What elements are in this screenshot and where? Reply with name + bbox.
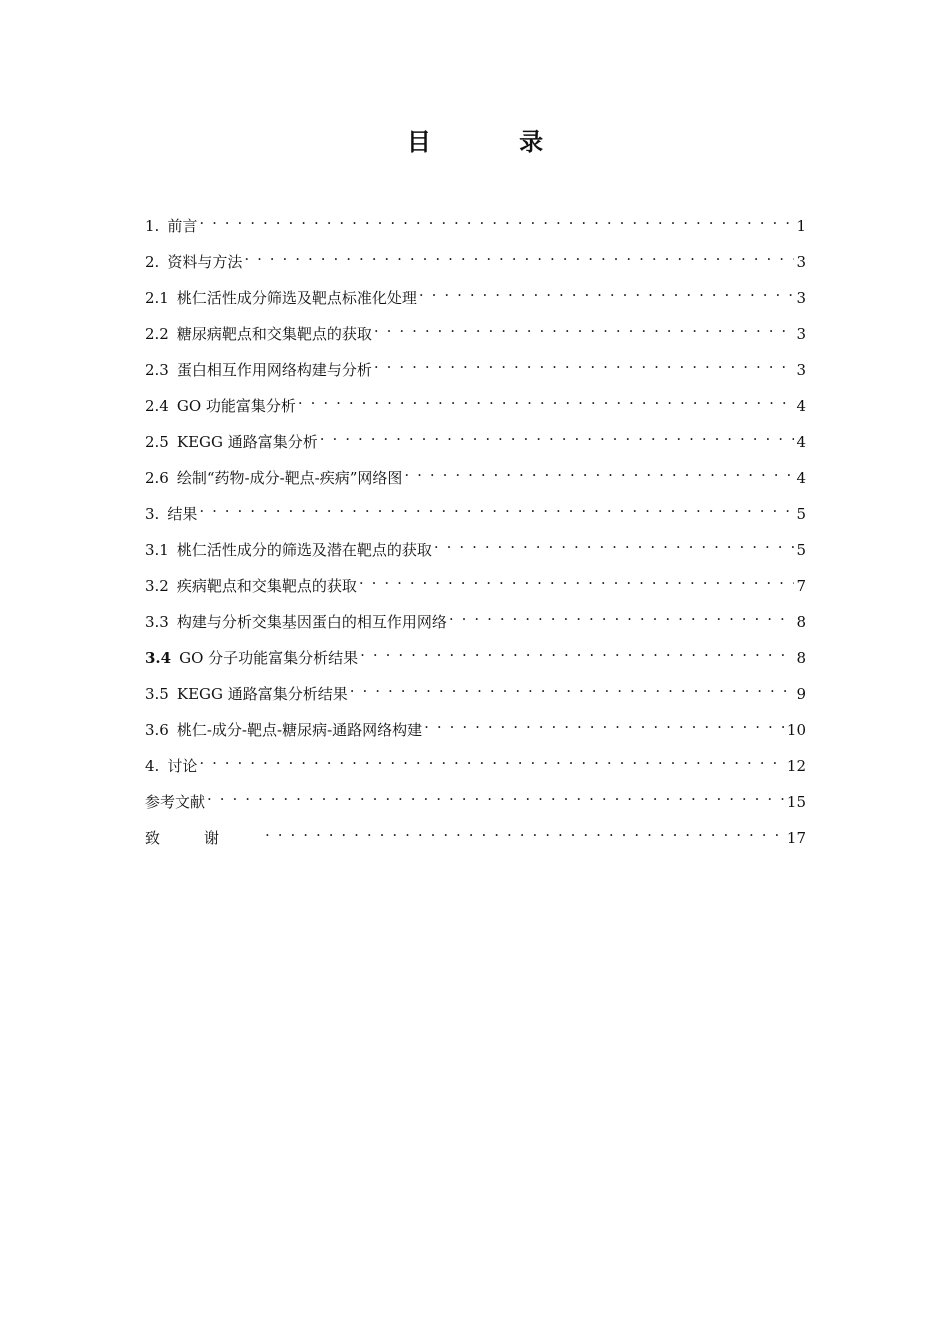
toc-entry-label [145,322,372,346]
toc-entry-number: 2.4 [145,397,169,415]
toc-entry-page: 3 [796,289,806,307]
toc-leader-dots [359,567,795,591]
toc-entry[interactable] [145,567,806,603]
toc-entry[interactable] [145,387,806,423]
toc-entry-number: 3.1 [145,541,169,559]
toc-entry-page: 12 [786,757,806,775]
toc-entry-label [145,682,348,706]
toc-leader-dots [374,315,795,339]
toc-entry-number: 3.6 [145,721,169,739]
toc-entry[interactable] [145,495,806,531]
toc-entry-label [145,790,205,814]
toc-entry-number: 2.5 [145,433,169,451]
toc-entry-label [145,466,402,490]
toc-entry-number: 3. [145,505,160,523]
toc-entry[interactable] [145,783,806,819]
toc-entry-number: 3.3 [145,613,169,631]
toc-leader-dots [199,747,785,771]
toc-entry-label [145,394,296,418]
toc-entry[interactable] [145,351,806,387]
toc-entry-number: 3.5 [145,685,169,703]
toc-leader-dots [298,387,795,411]
toc-entry-title: GO 分子功能富集分析结果 [179,649,359,667]
toc-entry-number: 2.6 [145,469,169,487]
toc-entry-title: KEGG 通路富集分析 [176,433,318,451]
toc-entry-title: 前言 [167,217,198,235]
toc-leader-dots [419,279,795,303]
toc-leader-dots [244,243,794,267]
toc-entry-title: 疾病靶点和交集靶点的获取 [176,577,357,595]
toc-leader-dots [199,207,794,231]
toc-entry-label [145,358,372,382]
toc-entry-page: 15 [786,793,806,811]
toc-leader-dots [207,783,785,807]
toc-entry[interactable] [145,819,806,855]
toc-entry[interactable] [145,459,806,495]
toc-entry-title: 结果 [167,505,198,523]
toc-entry-label [145,286,417,310]
toc-entry-title: 讨论 [167,757,198,775]
toc-entry[interactable] [145,279,806,315]
toc-entry-page: 4 [796,397,806,415]
toc-entry-title: 绘制“药物-成分-靶点-疾病”网络图 [176,469,403,487]
toc-entry-page: 3 [796,325,806,343]
toc-entry-page: 5 [796,505,806,523]
toc-entry-page: 10 [786,721,806,739]
toc-entry-page: 7 [796,577,806,595]
toc-entry-page: 3 [796,253,806,271]
toc-entry-page: 1 [796,217,806,235]
toc-leader-dots [320,423,795,447]
toc-entry[interactable] [145,747,806,783]
page-title: 目 录 [406,128,584,156]
toc-entry-title: 桃仁活性成分的筛选及潜在靶点的获取 [176,541,432,559]
toc-entry-title: 资料与方法 [167,253,243,271]
toc-leader-dots [374,351,795,375]
toc-entry[interactable] [145,711,806,747]
toc-entry-label [145,214,197,238]
toc-entry-page: 4 [796,469,806,487]
toc-entry[interactable] [145,603,806,639]
toc-entry[interactable] [145,243,806,279]
toc-entry-title: 桃仁活性成分筛选及靶点标准化处理 [176,289,417,307]
toc-entry-title: 致谢 [145,829,264,847]
toc-entry-title: GO 功能富集分析 [176,397,296,415]
toc-entry-number: 3.2 [145,577,169,595]
toc-entry[interactable] [145,675,806,711]
toc-entry-label [145,574,357,598]
toc-entry-page: 9 [796,685,806,703]
toc-leader-dots [265,819,785,843]
toc-entry[interactable] [145,639,806,675]
table-of-contents [145,207,806,855]
toc-leader-dots [434,531,795,555]
toc-entry-page: 4 [796,433,806,451]
toc-entry-label [145,718,422,742]
toc-entry-number: 3.4 [145,649,172,667]
toc-leader-dots [360,639,794,663]
toc-entry-label [145,610,447,634]
toc-entry-label [145,826,263,850]
toc-entry-title: KEGG 通路富集分析结果 [176,685,348,703]
toc-entry[interactable] [145,207,806,243]
toc-entry-page: 8 [796,649,806,667]
toc-entry-label [145,430,318,454]
toc-entry-page: 8 [796,613,806,631]
toc-entry-title: 桃仁-成分-靶点-糖尿病-通路网络构建 [176,721,423,739]
toc-entry[interactable] [145,423,806,459]
toc-entry-number: 2.2 [145,325,169,343]
toc-entry-number: 1. [145,217,160,235]
toc-leader-dots [449,603,795,627]
toc-entry-number: 2.3 [145,361,169,379]
toc-entry-label [145,538,432,562]
toc-entry-page: 5 [796,541,806,559]
toc-entry-number: 2. [145,253,160,271]
toc-leader-dots [350,675,795,699]
toc-entry-number: 4. [145,757,160,775]
toc-entry-label [145,502,197,526]
toc-entry[interactable] [145,315,806,351]
toc-entry-number: 2.1 [145,289,169,307]
toc-entry-title: 糖尿病靶点和交集靶点的获取 [176,325,372,343]
toc-entry-title: 构建与分析交集基因蛋白的相互作用网络 [176,613,447,631]
toc-leader-dots [424,711,785,735]
toc-entry-page: 3 [796,361,806,379]
toc-leader-dots [199,495,794,519]
toc-entry-page: 17 [786,829,806,847]
toc-entry-label [145,250,242,274]
toc-leader-dots [404,459,794,483]
toc-entry-title: 参考文献 [145,793,206,811]
toc-entry-label [145,646,358,670]
toc-entry[interactable] [145,531,806,567]
toc-entry-label [145,754,197,778]
toc-entry-title: 蛋白相互作用网络构建与分析 [176,361,372,379]
